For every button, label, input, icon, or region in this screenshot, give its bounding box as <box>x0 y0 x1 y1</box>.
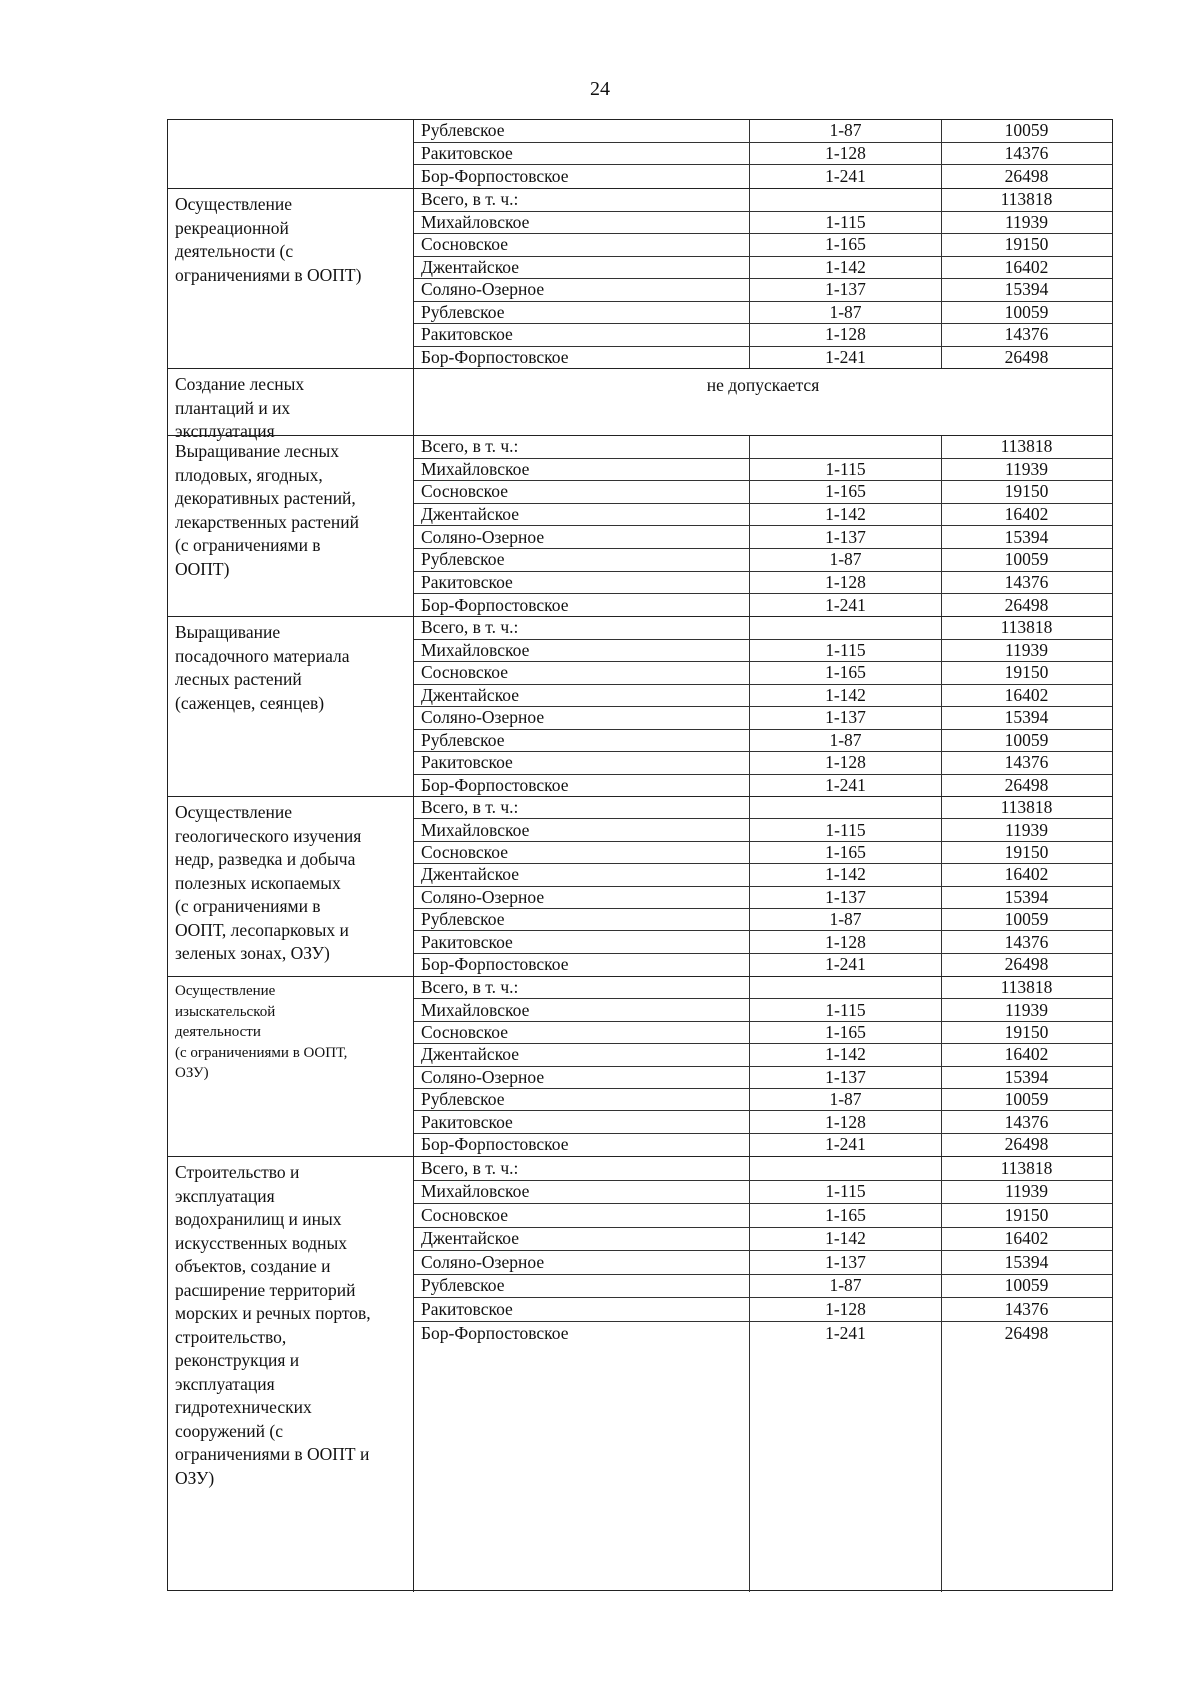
quarter-numbers: 1-87 <box>829 549 862 570</box>
area-value: 11939 <box>1004 211 1049 232</box>
forestry-name: Михайловское <box>421 819 530 840</box>
area-value: 113818 <box>1000 977 1053 998</box>
activity-line: эксплуатация <box>175 1185 275 1206</box>
table-row <box>414 1022 1112 1044</box>
activity-line: (с ограничениями в ООПТ, <box>175 1044 348 1061</box>
activity-line: расширение территорий <box>175 1279 356 1300</box>
activity-line: (саженцев, сеянцев) <box>175 692 325 713</box>
forestry-name: Рублевское <box>421 120 505 141</box>
area-value: 11939 <box>1004 639 1049 660</box>
area-value: 14376 <box>1004 142 1049 163</box>
forestry-name: Соляно-Озерное <box>421 886 545 907</box>
table-row <box>414 685 1112 708</box>
area-value: 10059 <box>1004 549 1049 570</box>
activity-line: ООПТ) <box>175 558 230 579</box>
quarter-numbers: 1-165 <box>825 234 866 255</box>
table-row <box>414 594 1112 617</box>
forestry-name: Рублевское <box>421 301 505 322</box>
activity-line: сооружений (с <box>175 1420 283 1441</box>
area-value: 15394 <box>1004 886 1049 907</box>
forestry-name: Ракитовское <box>421 1111 513 1132</box>
activity-section <box>168 1156 1112 1592</box>
activity-line: Выращивание лесных <box>175 441 340 461</box>
quarter-numbers: 1-142 <box>825 504 866 525</box>
area-value: 113818 <box>1000 617 1053 638</box>
quarter-numbers: 1-115 <box>825 458 866 479</box>
activity-line: ограничениями в ООПТ) <box>175 264 362 285</box>
forestry-name: Соляно-Озерное <box>421 279 545 300</box>
forestry-name: Джентайское <box>421 684 520 705</box>
area-value: 26498 <box>1004 165 1049 186</box>
quarter-numbers <box>749 436 942 458</box>
activity-name <box>168 120 414 188</box>
forestry-name: Всего, в т. ч.: <box>421 977 519 998</box>
table-row <box>414 887 1112 909</box>
activity-line: Строительство и <box>175 1162 300 1182</box>
area-value: 14376 <box>1004 1298 1049 1319</box>
activity-name <box>168 189 414 368</box>
area-value: 10059 <box>1004 120 1049 141</box>
area-value: 16402 <box>1004 504 1049 525</box>
forestry-name: Сосновское <box>421 481 509 502</box>
quarter-numbers: 1-115 <box>825 1181 866 1202</box>
quarter-numbers: 1-142 <box>825 684 866 705</box>
area-value: 14376 <box>1004 571 1049 592</box>
quarter-numbers: 1-137 <box>825 1066 866 1087</box>
forestry-name: Соляно-Озерное <box>421 526 545 547</box>
table-row <box>414 165 1112 188</box>
activity-line: плодовых, ягодных, <box>175 464 323 485</box>
area-value: 26498 <box>1004 1322 1049 1343</box>
area-value: 113818 <box>1000 189 1053 210</box>
table-row <box>414 1181 1112 1205</box>
activity-line: ОЗУ) <box>175 1065 209 1081</box>
quarter-numbers: 1-241 <box>825 165 866 186</box>
quarter-numbers: 1-87 <box>829 1089 862 1110</box>
activity-name <box>168 617 414 796</box>
area-value: 19150 <box>1004 481 1049 502</box>
area-value: 16402 <box>1004 1228 1049 1249</box>
quarter-numbers: 1-165 <box>825 841 866 862</box>
activity-line: изыскательской <box>175 1003 276 1020</box>
quarter-numbers: 1-87 <box>829 909 862 930</box>
forestry-name: Бор-Форпостовское <box>421 1134 569 1155</box>
area-value: 26498 <box>1004 594 1049 615</box>
table-row <box>414 864 1112 886</box>
quarter-numbers: 1-241 <box>825 347 866 368</box>
activity-name <box>168 369 414 441</box>
forestry-name: Рублевское <box>421 1089 505 1110</box>
activity-name <box>168 797 414 976</box>
activity-line: водохранилищ и иных <box>175 1209 342 1229</box>
forestry-name: Бор-Форпостовское <box>421 954 569 975</box>
activity-section <box>168 368 1112 441</box>
forestry-name: Михайловское <box>421 639 530 660</box>
quarter-numbers: 1-142 <box>825 1044 866 1065</box>
activity-line: ОЗУ) <box>175 1467 215 1488</box>
area-value: 113818 <box>1000 436 1053 457</box>
quarter-numbers: 1-241 <box>825 775 866 796</box>
activity-line: геологического изучения <box>175 825 362 846</box>
area-value: 26498 <box>1004 775 1049 796</box>
quarter-numbers: 1-87 <box>829 1275 862 1296</box>
forestry-name: Сосновское <box>421 234 509 255</box>
table-row <box>414 1298 1112 1322</box>
forestry-name: Сосновское <box>421 1021 509 1042</box>
area-value: 11939 <box>1004 999 1049 1020</box>
forestry-name: Сосновское <box>421 841 509 862</box>
activity-line: реконструкция и <box>175 1350 300 1370</box>
table-row <box>414 234 1112 257</box>
table-row <box>414 302 1112 325</box>
forestry-name: Бор-Форпостовское <box>421 594 569 615</box>
area-value: 16402 <box>1004 1044 1049 1065</box>
table-row <box>414 707 1112 730</box>
activity-line: Осуществление <box>175 194 293 214</box>
area-value: 10059 <box>1004 729 1049 750</box>
activity-line: лекарственных растений <box>175 511 360 532</box>
area-value: 14376 <box>1004 324 1049 345</box>
activity-name <box>168 977 414 1156</box>
quarter-numbers: 1-128 <box>825 324 866 345</box>
table-row <box>414 549 1112 572</box>
forestry-name: Всего, в т. ч.: <box>421 1157 519 1178</box>
activity-section <box>168 188 1112 368</box>
quarter-numbers <box>749 977 942 998</box>
table-row <box>414 1275 1112 1299</box>
area-value: 26498 <box>1004 1134 1049 1155</box>
quarter-numbers: 1-241 <box>825 1322 866 1343</box>
activity-line: (с ограничениями в <box>175 896 321 916</box>
activity-line: рекреационной <box>175 217 289 238</box>
forestry-name: Ракитовское <box>421 931 513 952</box>
activity-line: эксплуатация <box>175 1373 275 1394</box>
forestry-name: Джентайское <box>421 864 520 885</box>
quarter-numbers: 1-137 <box>825 707 866 728</box>
table-row <box>414 617 1112 640</box>
activity-line: зеленых зонах, ОЗУ) <box>175 943 330 963</box>
table-row <box>414 459 1112 482</box>
forestry-name: Джентайское <box>421 256 520 277</box>
quarter-numbers: 1-241 <box>825 1134 866 1155</box>
table-row <box>414 324 1112 347</box>
activity-line: морских и речных портов, <box>175 1303 371 1323</box>
forestry-name: Рублевское <box>421 729 505 750</box>
area-value: 10059 <box>1004 909 1049 930</box>
activity-line: эксплуатация <box>175 421 275 441</box>
table-row <box>414 572 1112 595</box>
quarter-numbers <box>749 1157 942 1180</box>
activity-line: Осуществление <box>175 983 276 999</box>
table-row <box>414 842 1112 864</box>
table-row <box>414 436 1112 459</box>
area-value: 113818 <box>1000 1157 1053 1178</box>
area-value: 11939 <box>1004 819 1049 840</box>
activity-line: (с ограничениями в <box>175 535 321 555</box>
forestry-name: Всего, в т. ч.: <box>421 436 519 457</box>
area-value: 15394 <box>1004 279 1049 300</box>
activity-section <box>168 976 1112 1156</box>
area-value: 16402 <box>1004 864 1049 885</box>
quarter-numbers: 1-128 <box>825 1298 866 1319</box>
table-row <box>414 212 1112 235</box>
forestry-name: Ракитовское <box>421 752 513 773</box>
quarter-numbers: 1-87 <box>829 301 862 322</box>
table-row <box>414 1089 1112 1111</box>
table-row <box>414 640 1112 663</box>
quarter-numbers: 1-137 <box>825 279 866 300</box>
table-row <box>414 931 1112 953</box>
area-value: 15394 <box>1004 1251 1049 1272</box>
table-row <box>414 120 1112 143</box>
quarter-numbers: 1-128 <box>825 571 866 592</box>
quarter-numbers <box>749 189 942 211</box>
area-value: 14376 <box>1004 931 1049 952</box>
forestry-name: Соляно-Озерное <box>421 1066 545 1087</box>
area-value: 14376 <box>1004 1111 1049 1132</box>
quarter-numbers: 1-241 <box>825 954 866 975</box>
activity-name <box>168 1157 414 1592</box>
area-value: 16402 <box>1004 256 1049 277</box>
quarter-numbers: 1-165 <box>825 1204 866 1225</box>
forestry-name: Рублевское <box>421 1275 505 1296</box>
table-row <box>414 1322 1112 1346</box>
activity-line: ООПТ, лесопарковых и <box>175 919 349 940</box>
activity-line: искусственных водных <box>175 1232 348 1253</box>
page-number: 24 <box>590 78 610 100</box>
activity-line: Создание лесных <box>175 374 305 394</box>
quarter-numbers: 1-165 <box>825 1021 866 1042</box>
forestry-name: Бор-Форпостовское <box>421 775 569 796</box>
table-row <box>414 909 1112 931</box>
area-value: 19150 <box>1004 1021 1049 1042</box>
table-row <box>414 143 1112 166</box>
quarter-numbers: 1-142 <box>825 256 866 277</box>
forestry-name: Рублевское <box>421 549 505 570</box>
activity-line: посадочного материала <box>175 645 350 666</box>
forestry-name: Джентайское <box>421 504 520 525</box>
not-allowed-note: не допускается <box>706 375 820 395</box>
area-value: 19150 <box>1004 841 1049 862</box>
forestry-name: Михайловское <box>421 1181 530 1202</box>
activity-line: полезных ископаемых <box>175 872 341 893</box>
forestry-name: Михайловское <box>421 458 530 479</box>
forestry-name: Рублевское <box>421 909 505 930</box>
forestry-name: Сосновское <box>421 662 509 683</box>
table-row <box>414 1111 1112 1133</box>
activity-line: объектов, создание и <box>175 1256 331 1276</box>
forestry-name: Бор-Форпостовское <box>421 1322 569 1343</box>
quarter-numbers: 1-128 <box>825 1111 866 1132</box>
table-row <box>414 481 1112 504</box>
activity-section <box>168 616 1112 796</box>
area-value: 11939 <box>1004 1181 1049 1202</box>
forestry-name: Сосновское <box>421 1204 509 1225</box>
table-row <box>414 1067 1112 1089</box>
quarter-numbers: 1-165 <box>825 662 866 683</box>
quarter-numbers: 1-165 <box>825 481 866 502</box>
quarter-numbers: 1-115 <box>825 639 866 660</box>
table-row <box>414 662 1112 685</box>
activity-line: деятельности (с <box>175 241 294 261</box>
forestry-name: Ракитовское <box>421 571 513 592</box>
activity-section <box>168 435 1112 616</box>
table-row <box>414 1044 1112 1066</box>
table-row <box>414 347 1112 370</box>
area-value: 10059 <box>1004 301 1049 322</box>
area-value: 19150 <box>1004 662 1049 683</box>
area-value: 15394 <box>1004 707 1049 728</box>
forestry-name: Всего, в т. ч.: <box>421 797 519 818</box>
area-value: 14376 <box>1004 752 1049 773</box>
table-row <box>414 752 1112 775</box>
table-row <box>414 730 1112 753</box>
activity-section <box>168 120 1112 188</box>
forestry-name: Джентайское <box>421 1228 520 1249</box>
quarter-numbers: 1-137 <box>825 1251 866 1272</box>
forestry-name: Соляно-Озерное <box>421 1251 545 1272</box>
quarter-numbers: 1-115 <box>825 999 866 1020</box>
area-value: 15394 <box>1004 1066 1049 1087</box>
area-value: 26498 <box>1004 347 1049 368</box>
forestry-name: Михайловское <box>421 211 530 232</box>
activity-line: гидротехнических <box>175 1397 312 1417</box>
quarter-numbers: 1-87 <box>829 120 862 141</box>
area-value: 19150 <box>1004 234 1049 255</box>
forestry-name: Бор-Форпостовское <box>421 347 569 368</box>
activity-name <box>168 436 414 616</box>
quarter-numbers: 1-128 <box>825 752 866 773</box>
quarter-numbers: 1-128 <box>825 931 866 952</box>
activity-section <box>168 796 1112 976</box>
forestry-name: Джентайское <box>421 1044 520 1065</box>
activity-line: Осуществление <box>175 802 293 822</box>
activity-line: лесных растений <box>175 669 302 689</box>
forestry-name: Бор-Форпостовское <box>421 165 569 186</box>
table-row <box>414 1228 1112 1252</box>
area-value: 16402 <box>1004 684 1049 705</box>
activity-line: деятельности <box>175 1024 261 1040</box>
quarter-numbers: 1-241 <box>825 594 866 615</box>
quarter-numbers: 1-137 <box>825 886 866 907</box>
area-value: 10059 <box>1004 1089 1049 1110</box>
quarter-numbers <box>749 617 942 639</box>
table-row <box>414 999 1112 1021</box>
land-use-table <box>167 119 1113 1591</box>
table-row <box>414 257 1112 280</box>
quarter-numbers: 1-142 <box>825 1228 866 1249</box>
forestry-name: Всего, в т. ч.: <box>421 189 519 210</box>
table-row <box>414 189 1112 212</box>
activity-line: ограничениями в ООПТ и <box>175 1444 370 1464</box>
table-row <box>414 954 1112 976</box>
area-value: 113818 <box>1000 797 1053 818</box>
activity-line: плантаций и их <box>175 397 291 418</box>
area-value: 10059 <box>1004 1275 1049 1296</box>
forestry-name: Михайловское <box>421 999 530 1020</box>
area-value: 19150 <box>1004 1204 1049 1225</box>
forestry-name: Ракитовское <box>421 324 513 345</box>
table-row <box>414 775 1112 798</box>
table-row <box>414 977 1112 999</box>
quarter-numbers: 1-115 <box>825 211 866 232</box>
table-row <box>414 526 1112 549</box>
forestry-name: Ракитовское <box>421 142 513 163</box>
quarter-numbers <box>749 797 942 818</box>
forestry-name: Всего, в т. ч.: <box>421 617 519 638</box>
table-row <box>414 1204 1112 1228</box>
table-row <box>414 819 1112 841</box>
forestry-name: Ракитовское <box>421 1298 513 1319</box>
quarter-numbers: 1-142 <box>825 864 866 885</box>
area-value: 15394 <box>1004 526 1049 547</box>
table-row <box>414 279 1112 302</box>
quarter-numbers: 1-137 <box>825 526 866 547</box>
area-value: 11939 <box>1004 458 1049 479</box>
activity-line: Выращивание <box>175 622 281 642</box>
activity-line: строительство, <box>175 1326 287 1347</box>
table-row <box>414 1251 1112 1275</box>
quarter-numbers: 1-87 <box>829 729 862 750</box>
area-value: 26498 <box>1004 954 1049 975</box>
table-row <box>414 797 1112 819</box>
table-row <box>414 1134 1112 1156</box>
table-row <box>414 504 1112 527</box>
forestry-name: Соляно-Озерное <box>421 707 545 728</box>
table-row <box>414 1157 1112 1181</box>
activity-line: декоративных растений, <box>175 488 356 508</box>
quarter-numbers: 1-128 <box>825 142 866 163</box>
activity-line: недр, разведка и добыча <box>175 849 356 869</box>
quarter-numbers: 1-115 <box>825 819 866 840</box>
